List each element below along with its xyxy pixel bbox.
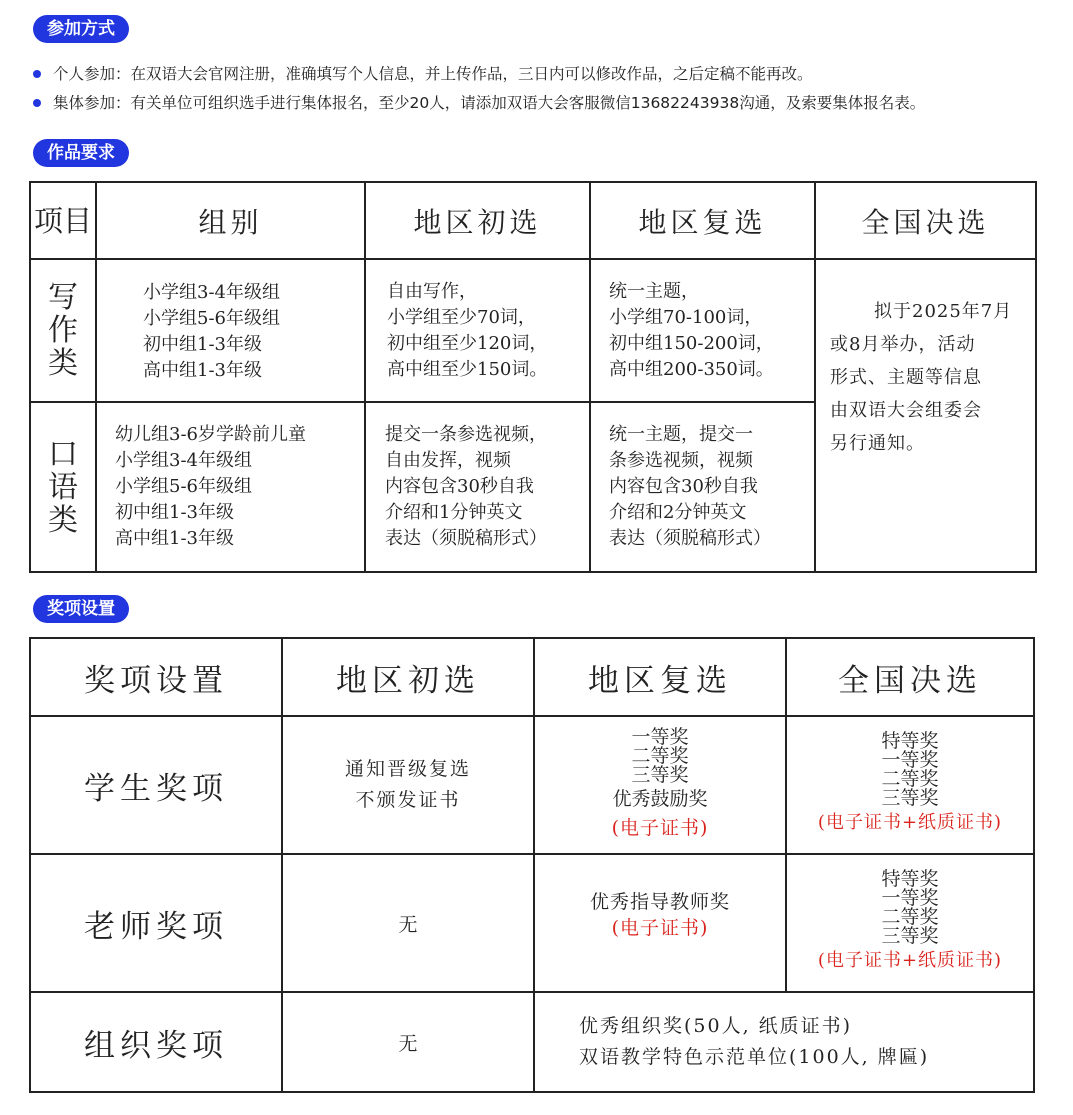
teacher-second: 优秀指导教师奖 (电子证书) — [534, 854, 786, 992]
label-teacher-awards: 老师奖项 — [30, 854, 282, 992]
writing-groups: 小学组3-4年级组 小学组5-6年级组 初中组1-3年级 高中组1-3年级 — [96, 259, 365, 402]
header-setting: 奖项设置 — [30, 638, 282, 716]
label-writing: 写作类 — [30, 259, 96, 402]
label-oral: 口语类 — [30, 402, 96, 572]
writing-prelim: 自由写作， 小学组至少70词， 初中组至少120词， 高中组至少150词。 — [365, 259, 590, 402]
label-student-awards: 学生奖项 — [30, 716, 282, 854]
section-title-requirements: 作品要求 — [33, 139, 129, 167]
label-organization-awards: 组织奖项 — [30, 992, 282, 1092]
list-item: 个人参加：在双语大会官网注册，准确填写个人信息，并上传作品，三日内可以修改作品，之后定稿不能再改。 — [33, 60, 1063, 89]
cert-note: (电子证书+纸质证书) — [817, 950, 1003, 971]
teacher-prelim: 无 — [282, 854, 534, 992]
header-regional-prelim: 地区初选 — [365, 182, 590, 259]
list-item: 集体参加：有关单位可组织选手进行集体报名，至少20人，请添加双语大会客服微信13682243938沟通，及索要集体报名表。 — [33, 89, 1063, 118]
final-note: 拟于2025年7月 或8月举办，活动 形式、主题等信息 由双语大会组委会 另行通知。 — [815, 259, 1036, 572]
writing-second: 统一主题， 小学组70-100词， 初中组150-200词， 高中组200-350词。 — [590, 259, 815, 402]
header-national-final: 全国决选 — [815, 182, 1036, 259]
bullet-dot-icon — [33, 99, 41, 107]
cert-note: (电子证书) — [611, 917, 709, 939]
table-row — [30, 716, 1034, 854]
oral-groups: 幼儿组3-6岁学龄前儿童 小学组3-4年级组 小学组5-6年级组 初中组1-3年级 高中组1-3年级 — [96, 402, 365, 572]
oral-second: 统一主题，提交一 条参选视频，视频 内容包含30秒自我 介绍和2分钟英文 表达（须脱稿形式） — [590, 402, 815, 572]
organization-prelim: 无 — [282, 992, 534, 1092]
student-prelim: 通知晋级复选 不颁发证书 — [282, 716, 534, 854]
awards-table — [29, 637, 1035, 1093]
header-national-final: 全国决选 — [786, 638, 1034, 716]
oral-prelim: 提交一条参选视频， 自由发挥，视频 内容包含30秒自我 介绍和1分钟英文 表达（须脱稿形式） — [365, 402, 590, 572]
student-final: 特等奖 一等奖 二等奖 三等奖 (电子证书+纸质证书) — [786, 716, 1034, 854]
teacher-final: 特等奖 一等奖 二等奖 三等奖 (电子证书+纸质证书) — [786, 854, 1034, 992]
section-title-awards: 奖项设置 — [33, 595, 129, 623]
header-regional-second: 地区复选 — [534, 638, 786, 716]
header-regional-prelim: 地区初选 — [282, 638, 534, 716]
section-title-join: 参加方式 — [33, 15, 129, 43]
header-regional-second: 地区复选 — [590, 182, 815, 259]
header-item: 项目 — [30, 182, 96, 259]
organization-awards: 优秀组织奖(50人, 纸质证书) 双语教学特色示范单位(100人, 牌匾) — [534, 992, 1034, 1092]
table-row — [30, 638, 1034, 716]
table-row — [30, 182, 1036, 259]
table-row — [30, 259, 1036, 402]
table-row — [30, 992, 1034, 1092]
requirements-table — [29, 181, 1037, 573]
header-group: 组别 — [96, 182, 365, 259]
cert-note: (电子证书) — [611, 816, 709, 839]
join-methods-list — [33, 60, 1063, 118]
student-second: 一等奖 二等奖 三等奖 优秀鼓励奖 (电子证书) — [534, 716, 786, 854]
bullet-dot-icon — [33, 70, 41, 78]
table-row — [30, 854, 1034, 992]
cert-note: (电子证书+纸质证书) — [817, 812, 1003, 833]
